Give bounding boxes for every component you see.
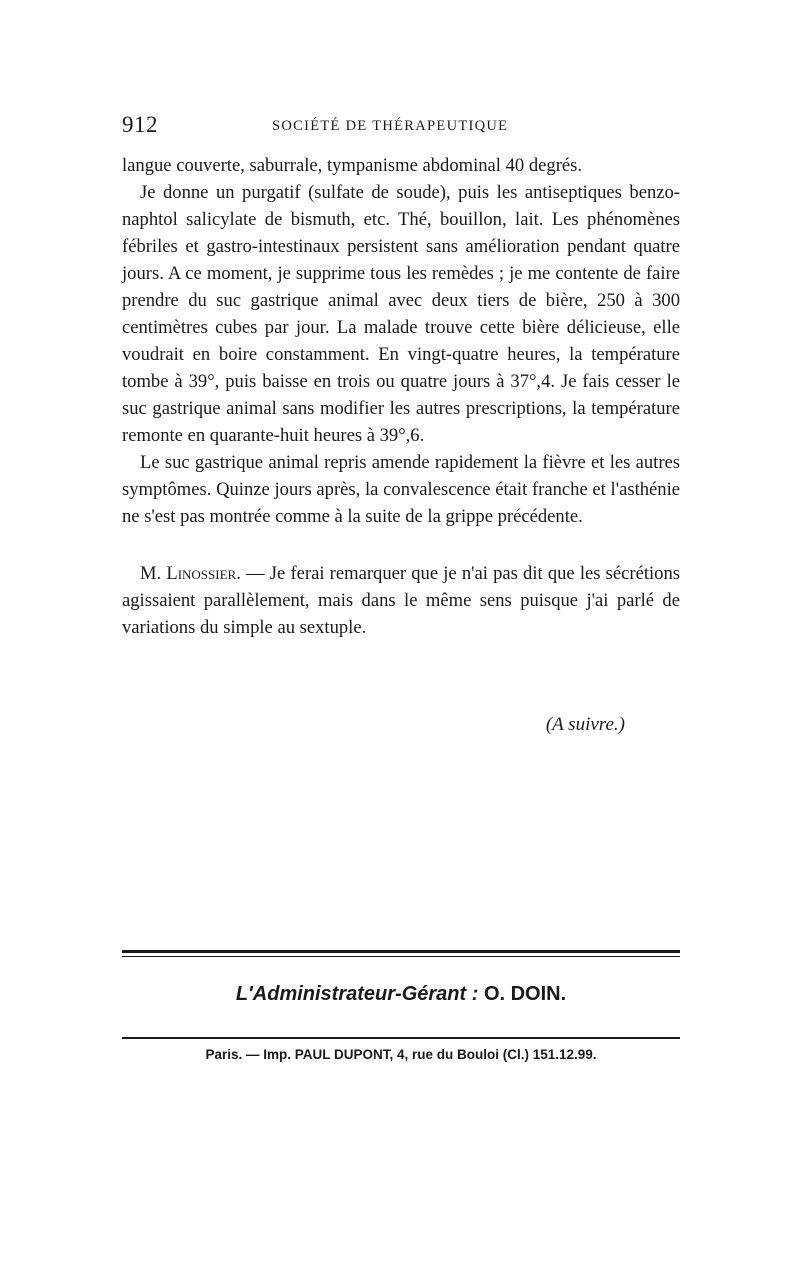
- gerant-name: O. DOIN.: [483, 983, 567, 1005]
- paragraph-continuation: langue couverte, saburrale, tympanisme abdominal 40 degrés.: [122, 155, 583, 176]
- paragraph-treatment: Je donne un purgatif (sulfate de soude), puis les antiseptiques benzo-naphtol salicylate de bismuth, etc. Thé, bouillon, lait. Les phénomènes fébriles et gastro-intestinaux persistent sans amélioration pendant quatre jours. A ce moment, je supprime tous les remèdes ; je me contente de faire prendre du suc gastrique animal avec deux tiers de bière, 250 à 300 centimètres cubes par jour. La malade trouve cette bière délicieuse, elle voudrait en boire constamment. En vingt-quatre heures, la température tombe à 39°, puis baisse en trois ou quatre jours à 37°,4. Je fais cesser le suc gastrique animal sans modifier les autres prescriptions, la température remonte en quarante-huit heures à 39°,6.: [122, 182, 680, 446]
- printer-imprint: Paris. — Imp. PAUL DUPONT, 4, rue du Bouloi (Cl.) 151.12.99.: [205, 1047, 597, 1062]
- running-title: SOCIÉTÉ DE THÉRAPEUTIQUE: [272, 118, 509, 134]
- to-be-continued: (A suivre.): [545, 714, 625, 735]
- running-head: [122, 112, 680, 142]
- publisher-line: [122, 983, 680, 1006]
- divider-thin: [122, 956, 680, 957]
- speaker-remark: — Je ferai remarquer que je n'ai pas dit que les sécrétions agissaient parallèlement, mais dans le même sens puisque j'ai parlé de variations du simple au sextuple.: [122, 563, 681, 638]
- paragraph-remark: [122, 560, 680, 641]
- speaker-name: M. Linossier.: [140, 563, 241, 584]
- paragraph-outcome: Le suc gastrique animal repris amende rapidement la fièvre et les autres symptômes. Quinze jours après, la convalescence était franche et l'asthénie ne s'est pas montrée comme à la suite de la grippe précédente.: [122, 452, 680, 527]
- divider-thick: [122, 950, 680, 953]
- body-text: [122, 152, 680, 641]
- page-number: 912: [122, 112, 158, 137]
- gerant-role: L'Administrateur-Gérant :: [235, 983, 479, 1005]
- divider-footer: [122, 1037, 680, 1039]
